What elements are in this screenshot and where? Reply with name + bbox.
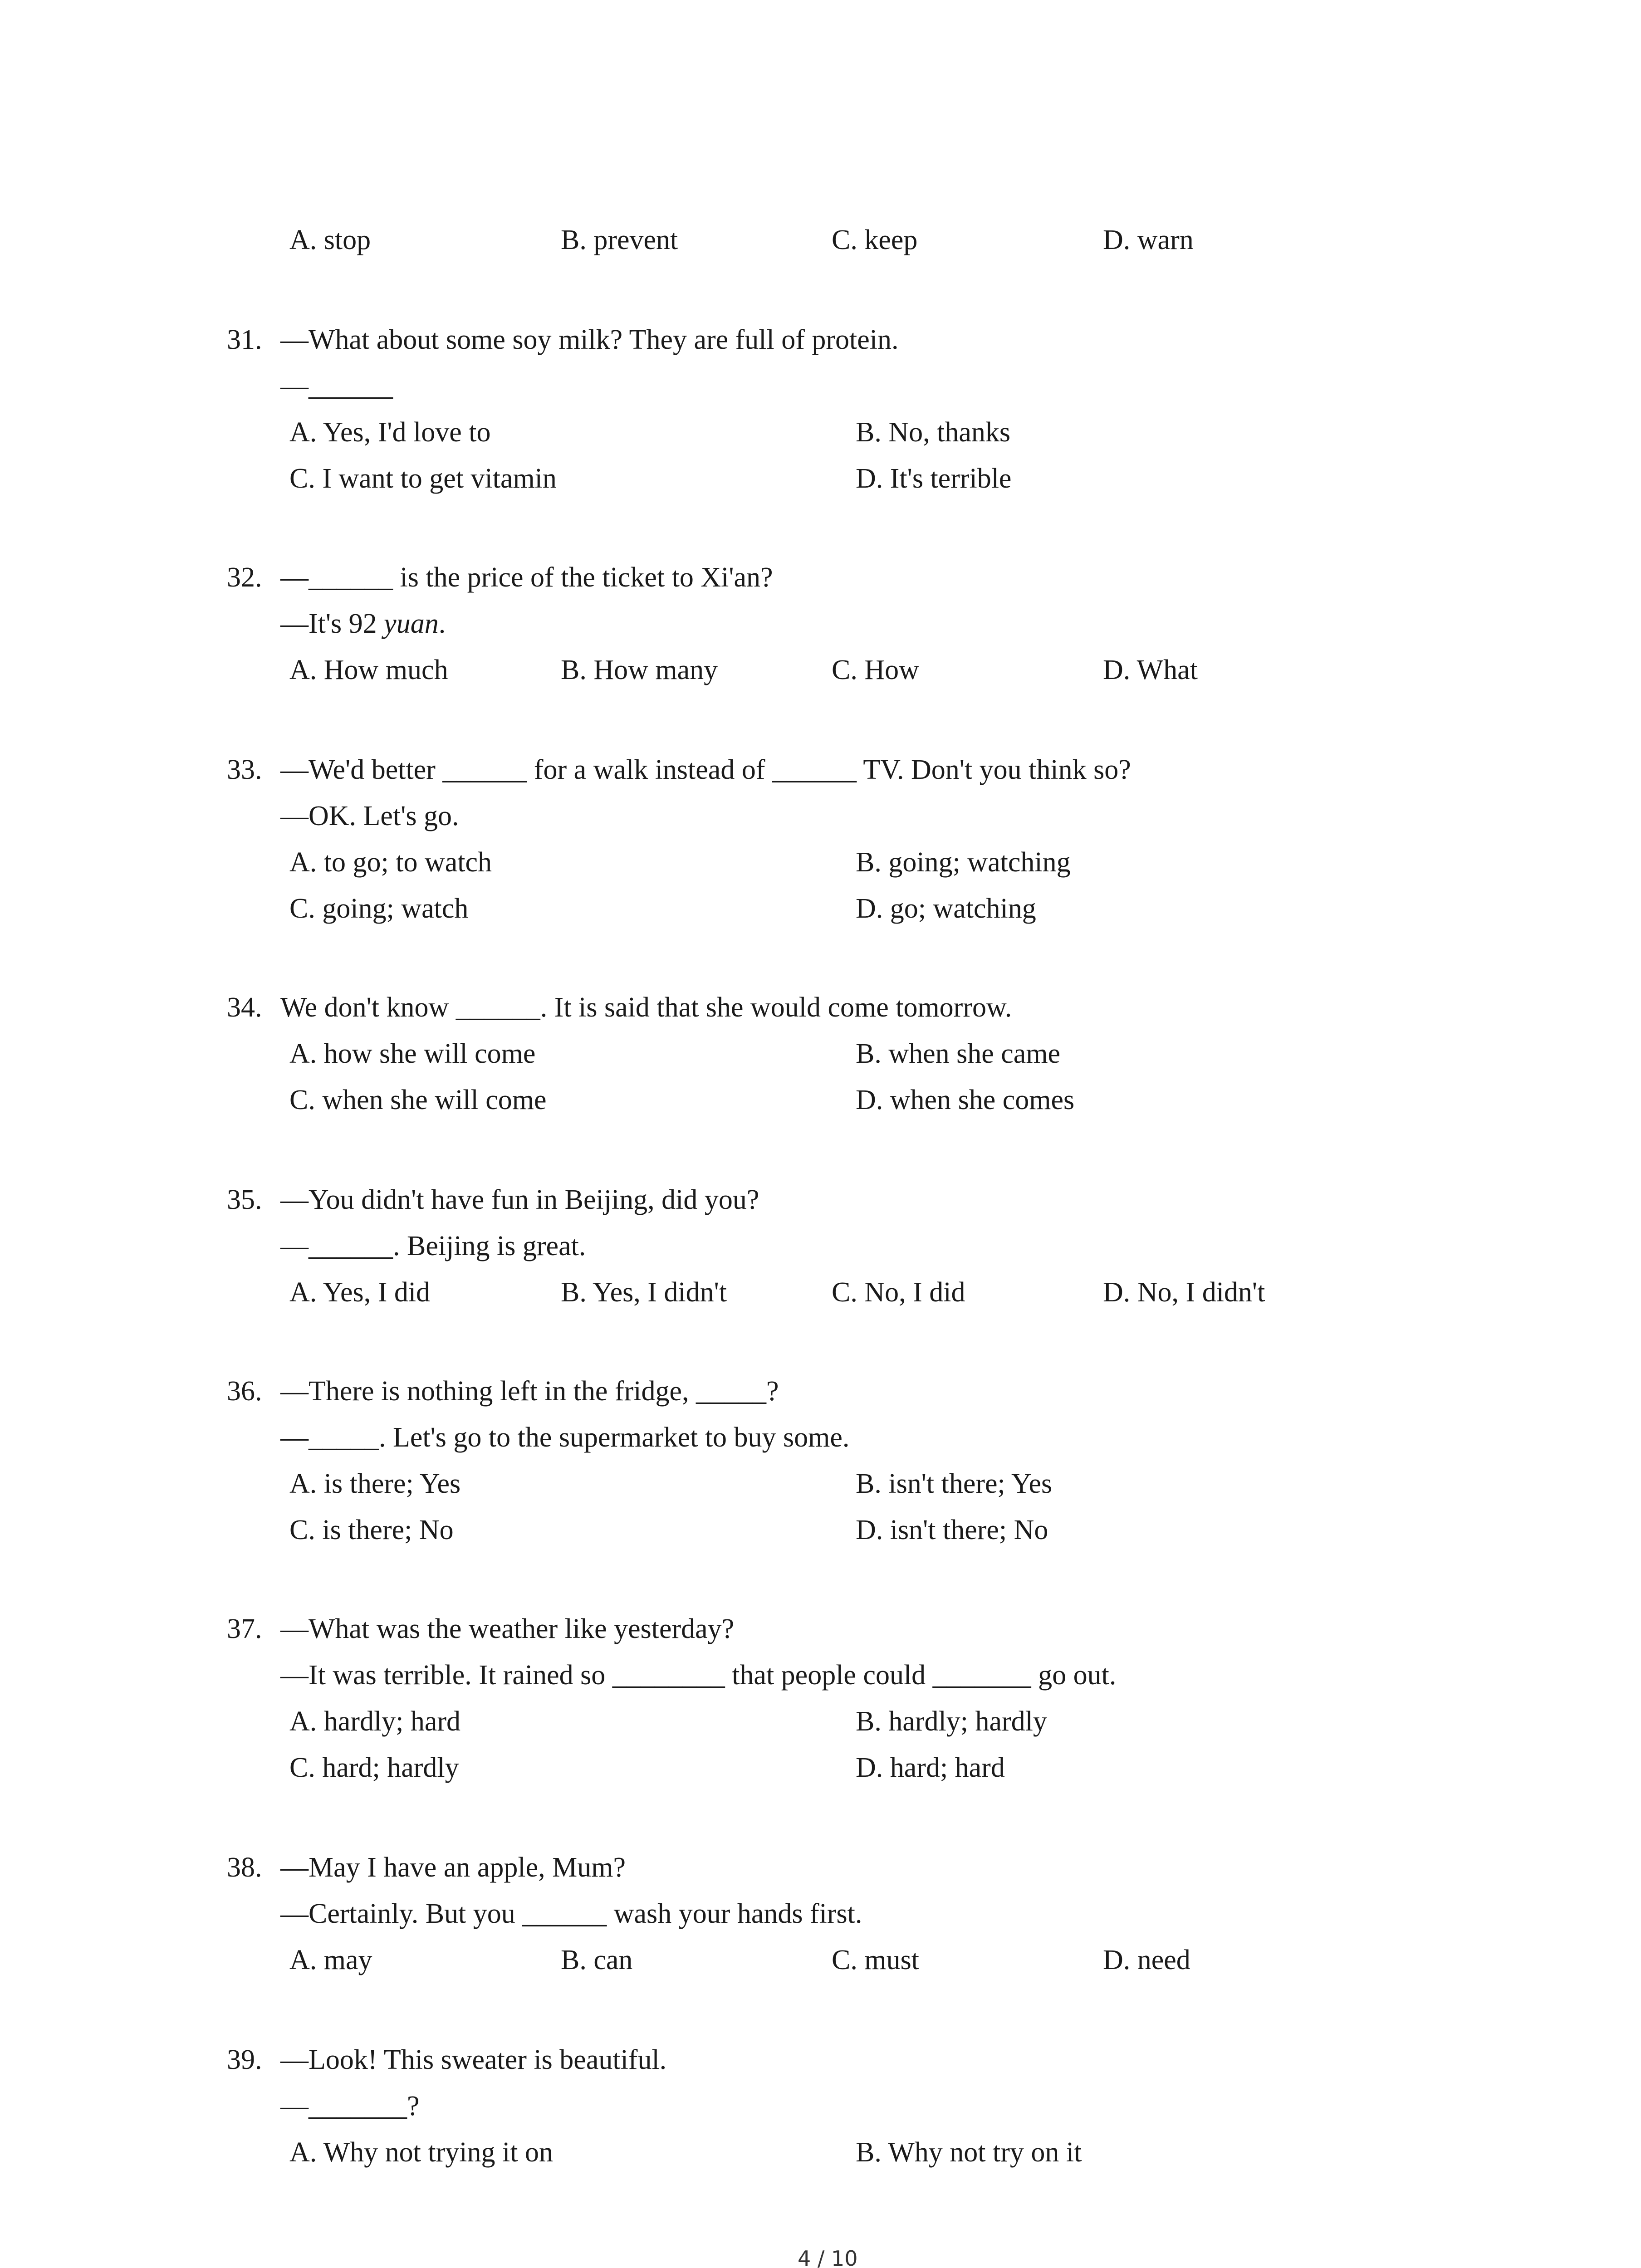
option-a: A. how she will come [289,1038,536,1069]
option-c: C. must [832,1945,919,1975]
question-line: —______. Beijing is great. [280,1231,586,1261]
option-a: A. How much [289,655,448,685]
option-b: B. can [561,1945,633,1975]
option-b: B. isn't there; Yes [856,1468,1053,1499]
option-b: B. going; watching [856,847,1071,878]
option-b: B. No, thanks [856,417,1010,448]
question-number: 33. [227,754,262,785]
question-line: —______ [280,371,393,401]
option-b: B. How many [561,655,718,685]
question-line: We don't know ______. It is said that she would come tomorrow. [280,992,1012,1023]
option-d: D. hard; hard [856,1752,1005,1783]
option-b: B. Why not try on it [856,2137,1082,2168]
option-c: C. going; watch [289,893,469,924]
q30-option-a: A. stop [289,225,371,255]
question-line: —Certainly. But you ______ wash your hands first. [280,1898,862,1929]
option-a: A. Yes, I did [289,1277,431,1308]
page-number: 4 / 10 [798,2246,858,2268]
option-c: C. is there; No [289,1515,454,1545]
question-number: 32. [227,562,262,593]
q30-option-c: C. keep [832,225,918,255]
option-d: D. when she comes [856,1085,1075,1115]
question-line: —It was terrible. It rained so ________ that people could _______ go out. [280,1660,1117,1691]
option-b: B. Yes, I didn't [561,1277,727,1308]
option-a: A. Why not trying it on [289,2137,553,2168]
option-b: B. when she came [856,1038,1061,1069]
answer-text: —It's 92 [280,608,384,639]
option-d: D. need [1103,1945,1190,1975]
italic-word: yuan [384,608,439,639]
option-c: C. hard; hardly [289,1752,459,1783]
option-c: C. No, I did [832,1277,965,1308]
option-a: A. to go; to watch [289,847,492,878]
question-line [280,610,446,638]
option-d: D. What [1103,655,1198,685]
question-line: —What about some soy milk? They are full of protein. [280,324,899,355]
question-number: 31. [227,324,262,355]
question-number: 35. [227,1184,262,1215]
question-line: —You didn't have fun in Beijing, did you? [280,1184,759,1215]
question-number: 38. [227,1852,262,1883]
q30-option-b: B. prevent [561,225,678,255]
option-d: D. No, I didn't [1103,1277,1265,1308]
question-line: —May I have an apple, Mum? [280,1852,626,1883]
option-c: C. How [832,655,919,685]
option-b: B. hardly; hardly [856,1706,1047,1737]
option-a: A. hardly; hard [289,1706,461,1737]
question-line: —We'd better ______ for a walk instead of ______ TV. Don't you think so? [280,754,1131,785]
question-line: —______ is the price of the ticket to Xi'an? [280,562,773,593]
question-line: —_____. Let's go to the supermarket to buy some. [280,1422,850,1453]
question-line: —OK. Let's go. [280,801,459,831]
option-c: C. when she will come [289,1085,547,1115]
option-c: C. I want to get vitamin [289,463,557,494]
question-line: —There is nothing left in the fridge, _____? [280,1376,779,1407]
q30-option-d: D. warn [1103,225,1194,255]
question-number: 37. [227,1613,262,1644]
question-number: 34. [227,992,262,1023]
question-line: —What was the weather like yesterday? [280,1613,735,1644]
option-a: A. is there; Yes [289,1468,461,1499]
option-d: D. go; watching [856,893,1036,924]
option-d: D. isn't there; No [856,1515,1048,1545]
option-a: A. Yes, I'd love to [289,417,491,448]
question-number: 36. [227,1376,262,1407]
option-a: A. may [289,1945,372,1975]
question-line: —_______? [280,2091,420,2121]
question-number: 39. [227,2044,262,2075]
question-line: —Look! This sweater is beautiful. [280,2044,667,2075]
answer-punct: . [438,608,446,639]
option-d: D. It's terrible [856,463,1012,494]
